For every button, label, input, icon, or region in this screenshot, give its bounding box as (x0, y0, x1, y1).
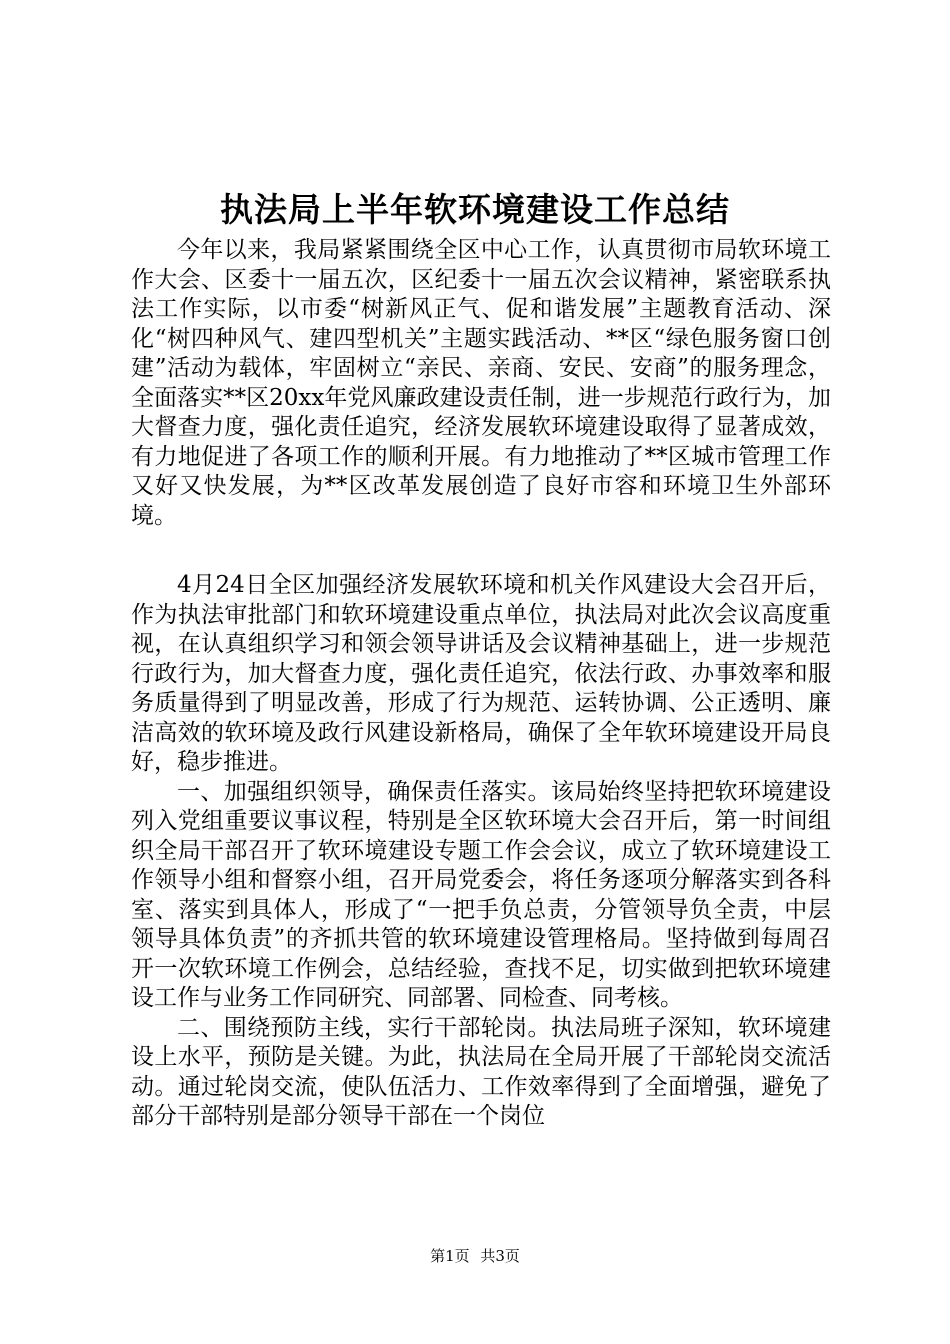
paragraph-meeting: 4月24日全区加强经济发展软环境和机关作风建设大会召开后，作为执法审批部门和软环境建设重点单位，执法局对此次会议高度重视，在认真组织学习和领会领导讲话及会议精神基础上，进一步规范行政行为，加大督查力度，强化责任追究，依法行政、办事效率和服务质量得到了明显改善，形成了行为规范、运转协调、公正透明、廉洁高效的软环境及政行风建设新格局，确保了全年软环境建设开局良好，稳步推进。 (131, 572, 831, 775)
page-footer (0, 1246, 950, 1266)
page-number-current: 第1页 (430, 1247, 470, 1265)
paragraph-section-one: 一、加强组织领导，确保责任落实。该局始终坚持把软环境建设列入党组重要议事议程，特别是全区软环境大会召开后，第一时间组织全局干部召开了软环境建设专题工作会会议，成立了软环境建设工作领导小组和督察小组，召开局党委会，将任务逐项分解落实到各科室、落实到具体人，形成了“一把手负总责，分管领导负全责，中层领导具体负责”的齐抓共管的软环境建设管理格局。坚持做到每周召开一次软环境工作例会，总结经验，查找不足，切实做到把软环境建设工作与业务工作同研究、同部署、同检查、同考核。 (131, 778, 831, 1011)
document-title: 执法局上半年软环境建设工作总结 (220, 190, 730, 229)
page-number-total: 共3页 (480, 1247, 520, 1265)
paragraph-intro: 今年以来，我局紧紧围绕全区中心工作，认真贯彻市局软环境工作大会、区委十一届五次，区纪委十一届五次会议精神，紧密联系执法工作实际，以市委“树新风正气、促和谐发展”主题教育活动、深化“树四种风气、建四型机关”主题实践活动、**区“绿色服务窗口创建”活动为载体，牢固树立“亲民、亲商、安民、安商”的服务理念，全面落实**区20xx年党风廉政建设责任制，进一步规范行政行为，加大督查力度，强化责任追究，经济发展软环境建设取得了显著成效，有力地促进了各项工作的顺利开展。有力地推动了**区城市管理工作又好又快发展，为**区改革发展创造了良好市容和环境卫生外部环境。 (131, 237, 831, 529)
body-section-intro (131, 236, 831, 531)
body-section-main (131, 571, 831, 1132)
paragraph-section-two: 二、围绕预防主线，实行干部轮岗。执法局班子深知，软环境建设上水平，预防是关键。为此，执法局在全局开展了干部轮岗交流活动。通过轮岗交流，使队伍活力、工作效率得到了全面增强，避免了部分干部特别是部分领导干部在一个岗位 (131, 1014, 831, 1129)
